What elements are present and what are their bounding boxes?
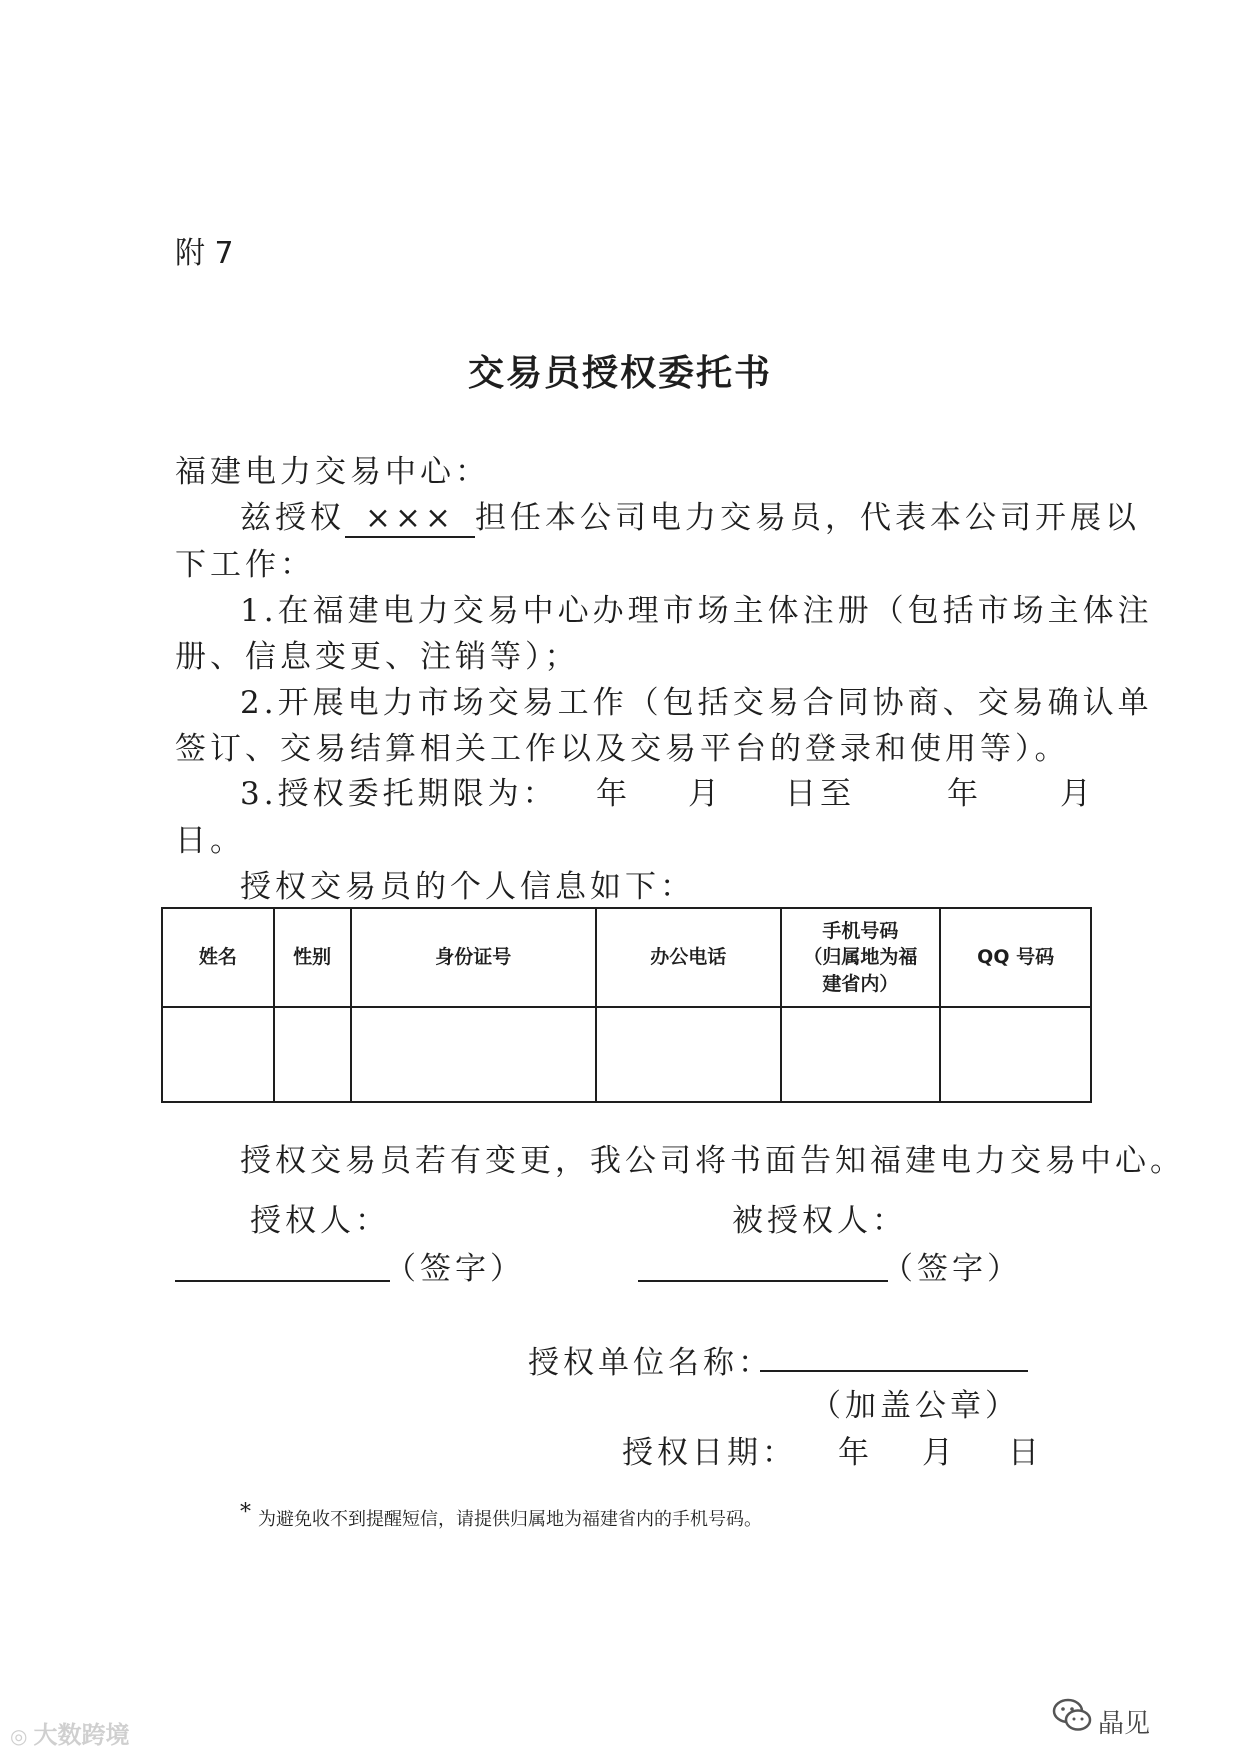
cell-id-number[interactable] <box>351 1007 596 1102</box>
item-2-line-1: 2.开展电力市场交易工作（包括交易合同协商、交易确认单 <box>240 685 1153 721</box>
header-mobile-line-3: 建省内） <box>822 972 899 995</box>
footnote-mark: * <box>240 1500 251 1525</box>
wechat-icon <box>1050 1693 1094 1737</box>
period-day-1: 日至 <box>785 776 855 812</box>
date-label: 授权日期： <box>622 1435 797 1471</box>
period-year-1: 年 <box>596 776 631 812</box>
authorizee-signature-note: （签字） <box>882 1251 1022 1287</box>
document-title: 交易员授权委托书 <box>467 352 772 394</box>
addressee: 福建电力交易中心： <box>175 454 490 490</box>
header-mobile-line-1: 手机号码 <box>822 919 899 942</box>
cell-qq[interactable] <box>940 1007 1091 1102</box>
period-year-2: 年 <box>947 776 982 812</box>
footnote: 为避免收不到提醒短信，请提供归属地为福建省内的手机号码。 <box>258 1509 762 1530</box>
header-gender: 性别 <box>274 908 351 1007</box>
intro-line <box>240 492 1140 538</box>
authorizee-signature-line[interactable] <box>638 1280 888 1282</box>
cell-name[interactable] <box>162 1007 274 1102</box>
change-notice: 授权交易员若有变更，我公司将书面告知福建电力交易中心。 <box>240 1143 1185 1179</box>
unit-name-line[interactable] <box>760 1370 1028 1372</box>
item-1-line-2: 册、信息变更、注销等）； <box>175 639 580 675</box>
attachment-label: 附 7 <box>175 236 234 271</box>
authorized-name-field: ××× <box>345 500 475 538</box>
cell-mobile[interactable] <box>781 1007 941 1102</box>
period-month-2: 月 <box>1060 776 1095 812</box>
cell-gender[interactable] <box>274 1007 351 1102</box>
watermark-logo-icon: ◎ <box>10 1724 28 1748</box>
table-row <box>162 1007 1091 1102</box>
item-1-line-1: 1.在福建电力交易中心办理市场主体注册（包括市场主体注 <box>240 593 1153 629</box>
authorizer-signature-line[interactable] <box>175 1280 390 1282</box>
authorizee-label: 被授权人： <box>732 1203 907 1239</box>
seal-note: （加盖公章） <box>810 1388 1020 1424</box>
period-month-1: 月 <box>688 776 723 812</box>
intro-line-2: 下工作： <box>175 547 315 583</box>
intro-suffix: 担任本公司电力交易员，代表本公司开展以 <box>475 500 1140 536</box>
cell-office-phone[interactable] <box>596 1007 781 1102</box>
date-day: 日 <box>1008 1435 1043 1471</box>
authorizer-signature-note: （签字） <box>385 1251 525 1287</box>
header-qq: QQ 号码 <box>940 908 1091 1007</box>
date-month: 月 <box>922 1435 957 1471</box>
authorizer-label: 授权人： <box>250 1203 390 1239</box>
table-intro: 授权交易员的个人信息如下： <box>240 869 695 905</box>
watermark-left <box>10 1715 129 1750</box>
period-label: 3.授权委托期限为： <box>240 776 558 812</box>
watermark-right: 晶见 <box>1098 1709 1151 1739</box>
header-office-phone: 办公电话 <box>596 908 781 1007</box>
header-name: 姓名 <box>162 908 274 1007</box>
header-id-number: 身份证号 <box>351 908 596 1007</box>
item-2-line-2: 签订、交易结算相关工作以及交易平台的登录和使用等）。 <box>175 731 1070 767</box>
intro-prefix: 兹授权 <box>240 500 345 536</box>
header-mobile-line-2: （归属地为福 <box>803 946 918 969</box>
table-header-row <box>162 908 1091 1007</box>
header-mobile <box>781 908 941 1007</box>
unit-name-label: 授权单位名称： <box>528 1345 773 1381</box>
watermark-left-text: 大数跨境 <box>33 1721 130 1749</box>
period-end: 日。 <box>175 823 245 859</box>
personal-info-table <box>161 907 1092 1103</box>
date-year: 年 <box>838 1435 873 1471</box>
